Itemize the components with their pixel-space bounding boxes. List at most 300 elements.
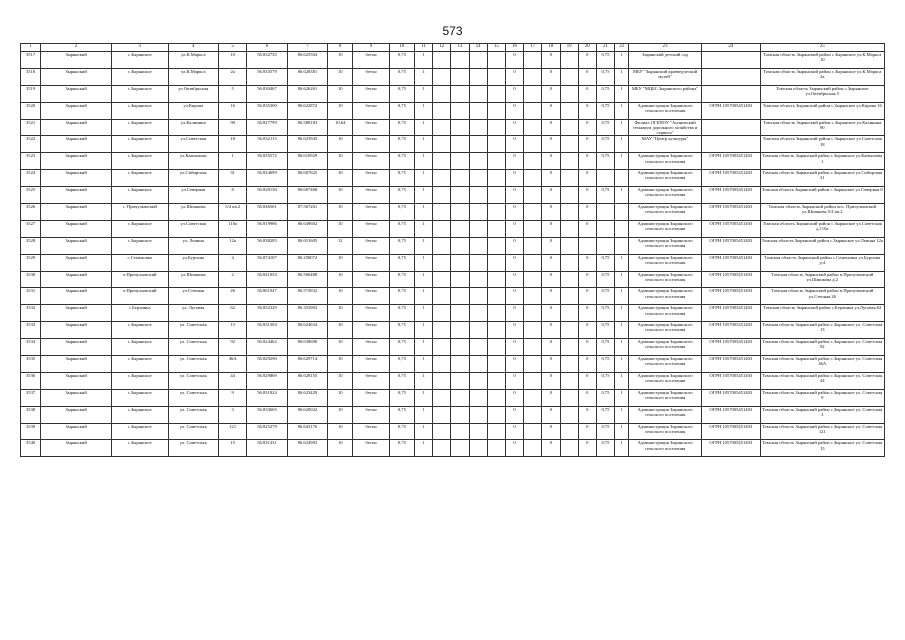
column-header: 20 [578, 44, 596, 52]
table-cell: ул.Камышова [168, 153, 219, 170]
table-cell: 56.829290 [247, 356, 287, 373]
table-cell [524, 339, 542, 356]
table-cell: 1 [415, 153, 433, 170]
table-cell [487, 52, 505, 69]
table-cell: с.Зырянское [111, 322, 168, 339]
table-cell: 10 [328, 339, 353, 356]
table-cell: 10 [328, 68, 353, 85]
table-cell [469, 153, 487, 170]
table-cell: 0 [505, 356, 523, 373]
table-cell: ул. Советская [168, 389, 219, 406]
table-cell [487, 187, 505, 204]
table-cell [560, 356, 578, 373]
table-cell: Администрация Зырянского сельского поселения [629, 305, 702, 322]
table-cell: с.Зырянское [111, 187, 168, 204]
table-cell: 1 [415, 389, 433, 406]
table-cell: Томская область Зырянский район с.Зырянское ул. Советская 46А [760, 356, 884, 373]
table-cell [469, 170, 487, 187]
table-cell: 0 [578, 204, 596, 221]
table-cell: 56.835572 [247, 153, 287, 170]
table-cell: ул.Советская [168, 136, 219, 153]
table-cell: 0,75 [389, 356, 414, 373]
table-cell [451, 288, 469, 305]
table-cell: бетон [353, 102, 389, 119]
table-cell: 0 [505, 187, 523, 204]
column-header: 25 [760, 44, 884, 52]
table-cell: 10 [328, 170, 353, 187]
table-cell: ул.Советская [168, 220, 219, 237]
table-cell: 1 [615, 153, 629, 170]
table-cell [469, 254, 487, 271]
table-cell: 1 [415, 406, 433, 423]
table-cell: бетон [353, 406, 389, 423]
table-cell [615, 204, 629, 221]
table-cell: 0,75 [596, 187, 614, 204]
table-cell [524, 271, 542, 288]
table-cell: с.Зырянское [111, 220, 168, 237]
table-cell: 8 [219, 187, 247, 204]
table-cell: Зырянский [41, 85, 112, 102]
table-cell [701, 52, 760, 69]
table-cell [451, 440, 469, 457]
table-cell: 0,75 [596, 372, 614, 389]
table-cell: 1 [415, 68, 433, 85]
table-cell: 3529 [21, 254, 41, 271]
table-cell: 0 [578, 389, 596, 406]
table-cell: 0,75 [596, 356, 614, 373]
table-cell: 56.831431 [247, 440, 287, 457]
table-cell: 10 [328, 136, 353, 153]
table-cell: ул.Шишкова [168, 204, 219, 221]
table-cell: ОГРН 1057005451403 [701, 372, 760, 389]
table-cell: 3 [219, 406, 247, 423]
table-cell: Администрация Зырянского сельского поселения [629, 271, 702, 288]
table-cell: 0,75 [389, 423, 414, 440]
table-cell: 0 [578, 170, 596, 187]
table-cell [524, 423, 542, 440]
table-cell: с.Берлинка [111, 305, 168, 322]
column-header: 24 [701, 44, 760, 52]
table-cell [560, 322, 578, 339]
table-cell: Зырянский [41, 339, 112, 356]
table-cell: 0,75 [389, 406, 414, 423]
table-cell: Зырянский [41, 254, 112, 271]
table-row [21, 85, 885, 102]
table-cell: 3539 [21, 423, 41, 440]
table-cell: 0 [505, 254, 523, 271]
table-cell: 0,75 [596, 102, 614, 119]
table-cell [524, 119, 542, 136]
table-cell: ОГРН 1057005451403 [701, 440, 760, 457]
table-cell: 0 [542, 237, 560, 254]
table-cell: Администрация Зырянского сельского поселения [629, 406, 702, 423]
table-cell: 56.832113 [247, 136, 287, 153]
table-cell: 110а [219, 220, 247, 237]
table-cell: с.Семеновка [111, 254, 168, 271]
table-row [21, 52, 885, 69]
table-cell: 0,75 [389, 187, 414, 204]
table-cell: 0,75 [596, 440, 614, 457]
table-cell: 1 [415, 322, 433, 339]
table-cell: 3521 [21, 119, 41, 136]
table-row [21, 322, 885, 339]
table-cell: ул. Советская [168, 339, 219, 356]
table-cell: 56.831304 [247, 322, 287, 339]
table-cell [469, 52, 487, 69]
table-cell: 0,75 [596, 153, 614, 170]
table-cell: Томская область Зырянский район с.Зырянское ул.Камышова 1 [760, 153, 884, 170]
table-row [21, 372, 885, 389]
table-cell: 0 [578, 52, 596, 69]
table-cell: 0,75 [596, 305, 614, 322]
table-cell: 15 [219, 440, 247, 457]
table-cell: 10 [328, 423, 353, 440]
table-cell [451, 406, 469, 423]
table-cell: Зырянский [41, 271, 112, 288]
table-cell [433, 406, 451, 423]
table-cell: 12 [328, 237, 353, 254]
column-header: 15 [487, 44, 505, 52]
table-cell [524, 372, 542, 389]
table-cell: ул.Бурсина [168, 254, 219, 271]
table-cell: 86.620022 [287, 406, 327, 423]
table-row [21, 153, 885, 170]
table-cell: 86.649602 [287, 220, 327, 237]
table-cell: бетон [353, 68, 389, 85]
table-cell: бетон [353, 187, 389, 204]
table-row [21, 440, 885, 457]
table-cell: 86.651605 [287, 237, 327, 254]
table-cell: 86.607625 [287, 170, 327, 187]
table-cell: 90 [219, 119, 247, 136]
table-cell [524, 322, 542, 339]
table-cell: Зырянский [41, 423, 112, 440]
table-cell: ул. Советская [168, 406, 219, 423]
table-cell: 0 [505, 322, 523, 339]
page-number: 573 [442, 24, 463, 38]
table-cell [469, 102, 487, 119]
table-cell: ОГРН 1057005451403 [701, 339, 760, 356]
table-cell [469, 423, 487, 440]
table-cell: 3537 [21, 389, 41, 406]
table-cell: 0,75 [389, 339, 414, 356]
table-cell: ОГРН 1057005451403 [701, 305, 760, 322]
table-cell [596, 170, 614, 187]
table-cell [433, 440, 451, 457]
table-cell: 62 [219, 305, 247, 322]
table-cell [451, 254, 469, 271]
table-cell: с.Зырянское [111, 52, 168, 69]
table-cell: Томская область Зырянский район с.Зырянское ул. Советская 121 [760, 423, 884, 440]
table-cell: 0 [542, 389, 560, 406]
table-cell: Администрация Зырянского сельского поселения [629, 339, 702, 356]
table-cell [487, 288, 505, 305]
table-cell [433, 305, 451, 322]
table-cell: 1 [415, 254, 433, 271]
table-cell [469, 204, 487, 221]
table-cell [487, 136, 505, 153]
table-cell: ул.К.Маркса [168, 68, 219, 85]
table-cell [560, 406, 578, 423]
table-cell [433, 52, 451, 69]
table-cell: Томская область Зырянский район с.Зырянское ул. Советская 44 [760, 372, 884, 389]
table-cell: Томская область Зырянский район с.Зырянское ул. Советская 15 [760, 440, 884, 457]
table-cell: 3527 [21, 220, 41, 237]
table-cell: бетон [353, 356, 389, 373]
table-cell: ул.Шишкова [168, 271, 219, 288]
table-cell: ул.Северная [168, 187, 219, 204]
table-cell: 121 [219, 423, 247, 440]
table-cell: 56.841054 [247, 271, 287, 288]
table-cell: Зырянский [41, 322, 112, 339]
table-cell: 0 [578, 102, 596, 119]
table-cell: 0 [578, 322, 596, 339]
table-cell: 1 [415, 102, 433, 119]
table-cell [560, 271, 578, 288]
table-cell [487, 153, 505, 170]
table-cell [433, 339, 451, 356]
table-cell: 0 [578, 288, 596, 305]
table-cell: 10 [328, 85, 353, 102]
table-cell: 86.353903 [287, 305, 327, 322]
table-cell [487, 339, 505, 356]
table-row [21, 406, 885, 423]
table-cell: бетон [353, 136, 389, 153]
table-cell: ул. Советская [168, 372, 219, 389]
table-cell: 0,75 [389, 220, 414, 237]
table-row [21, 136, 885, 153]
table-cell: 1 [615, 102, 629, 119]
table-cell: 0 [578, 372, 596, 389]
table-cell: ОГРН 1057005451403 [701, 389, 760, 406]
table-cell [560, 136, 578, 153]
table-cell: 3535 [21, 356, 41, 373]
table-cell [433, 85, 451, 102]
table-cell [487, 237, 505, 254]
table-cell: 1 [615, 187, 629, 204]
table-cell: Томская область Зырянский район с.Зырянское ул.Сибирская 31 [760, 170, 884, 187]
table-cell [433, 254, 451, 271]
table-cell: ОГРН 1057005451403 [701, 153, 760, 170]
table-cell [451, 220, 469, 237]
table-cell: 0 [578, 406, 596, 423]
table-cell: 0 [505, 440, 523, 457]
table-cell: 0,75 [596, 254, 614, 271]
table-cell [469, 389, 487, 406]
table-cell: Администрация Зырянского сельского поселения [629, 220, 702, 237]
table-cell: 10 [328, 288, 353, 305]
table-cell: 56.819986 [247, 220, 287, 237]
table-cell: ОГРН 1057005451403 [701, 322, 760, 339]
table-cell: 1 [415, 440, 433, 457]
table-cell [560, 423, 578, 440]
table-cell: 46А [219, 356, 247, 373]
table-cell: с.Зырянское [111, 389, 168, 406]
table-cell: 0 [578, 153, 596, 170]
table-cell: 86.638690 [287, 339, 327, 356]
table-cell: Зырянский [41, 52, 112, 69]
column-header: 7 [287, 44, 327, 52]
table-cell: 12а [219, 237, 247, 254]
table-cell: Администрация Зырянского сельского поселения [629, 322, 702, 339]
table-cell [433, 389, 451, 406]
table-cell: с. Причулымский [111, 204, 168, 221]
table-cell: 3520 [21, 102, 41, 119]
table-cell [701, 68, 760, 85]
table-cell: 0,75 [596, 322, 614, 339]
table-cell [615, 170, 629, 187]
table-cell: бетон [353, 271, 389, 288]
table-cell: ОГРН 1057005451403 [701, 170, 760, 187]
table-cell [433, 271, 451, 288]
table-cell [524, 237, 542, 254]
table-cell: 3534 [21, 339, 41, 356]
table-cell [451, 237, 469, 254]
table-cell: Томская область Зырянский район с.Зырянское ул.Калинина 90 [760, 119, 884, 136]
table-cell [560, 119, 578, 136]
table-cell: 0 [542, 356, 560, 373]
table-cell: Зырянский [41, 119, 112, 136]
table-cell: 1 [615, 372, 629, 389]
table-cell [451, 322, 469, 339]
table-cell: 56.846561 [247, 204, 287, 221]
table-cell [433, 119, 451, 136]
table-cell: 0 [542, 68, 560, 85]
table-cell: 1 [615, 85, 629, 102]
table-cell [560, 52, 578, 69]
table-row [21, 356, 885, 373]
table-cell [560, 68, 578, 85]
table-cell: 10 [328, 356, 353, 373]
table-cell: с.Зырянское [111, 423, 168, 440]
table-cell: 56.828130 [247, 187, 287, 204]
table-cell: бетон [353, 305, 389, 322]
table-cell: 0,75 [596, 68, 614, 85]
table-cell: ОГРН 1057005451403 [701, 356, 760, 373]
table-cell: Томская область Зырянский район с.Зырянское ул.Советская д.110а [760, 220, 884, 237]
table-cell [433, 68, 451, 85]
table-row [21, 102, 885, 119]
table-cell: 1 [415, 288, 433, 305]
table-cell: 0 [505, 204, 523, 221]
table-cell: бетон [353, 372, 389, 389]
table-cell: Зырянский [41, 170, 112, 187]
table-cell: 0 [505, 423, 523, 440]
table-cell [469, 85, 487, 102]
table-cell: 0 [505, 52, 523, 69]
table-cell: ОГРН 1057005451403 [701, 102, 760, 119]
table-cell: бетон [353, 170, 389, 187]
table-cell: Томская область Зырянский район с.Зырянское ул.К.Маркса 10 [760, 52, 884, 69]
table-cell [578, 237, 596, 254]
column-header: 12 [433, 44, 451, 52]
table-cell: бетон [353, 322, 389, 339]
table-cell [469, 288, 487, 305]
table-cell: 10 [328, 187, 353, 204]
table-cell: 86.629714 [287, 356, 327, 373]
table-cell: ул.Октябрьская [168, 85, 219, 102]
table-cell: 1 [415, 237, 433, 254]
table-cell: 0,75 [596, 406, 614, 423]
table-cell [560, 389, 578, 406]
table-cell: Томская область Зырянский район с.Зырянское ул.К.Маркса 2а [760, 68, 884, 85]
table-cell: 44 [219, 372, 247, 389]
table-cell: 0,75 [389, 52, 414, 69]
table-cell: ул.К.Маркса [168, 52, 219, 69]
table-cell: 0 [578, 423, 596, 440]
table-cell: 2 [219, 271, 247, 288]
table-cell: 56.833579 [247, 68, 287, 85]
table-cell: 10 [328, 153, 353, 170]
table-cell: ул. Советская [168, 423, 219, 440]
table-cell: 0,75 [389, 170, 414, 187]
table-cell [487, 356, 505, 373]
table-cell: 10 [328, 254, 353, 271]
table-cell: 3538 [21, 406, 41, 423]
table-cell: 86.628155 [287, 372, 327, 389]
table-cell [451, 68, 469, 85]
column-header: 8 [328, 44, 353, 52]
column-header: 5 [219, 44, 247, 52]
table-cell [560, 187, 578, 204]
table-cell: МАУ "Центр культуры" [629, 136, 702, 153]
table-cell [451, 389, 469, 406]
table-cell: бетон [353, 254, 389, 271]
table-cell: Томская область Зырянский район с.Зырянское ул.Ленина 12а [760, 237, 884, 254]
table-cell [451, 187, 469, 204]
table-cell: бетон [353, 119, 389, 136]
table-cell: 0,75 [389, 136, 414, 153]
table-cell: 0 [505, 68, 523, 85]
table-cell: 0 [542, 305, 560, 322]
table-cell: Томская область Зырянский район пос. Причулымский ул.Шишкова 5/4 кв.2 [760, 204, 884, 221]
table-cell [560, 102, 578, 119]
table-cell: с.Зырянское [111, 356, 168, 373]
table-cell: 0 [542, 254, 560, 271]
column-header: 21 [596, 44, 614, 52]
table-cell: 0 [505, 389, 523, 406]
table-cell: 3525 [21, 187, 41, 204]
table-cell: 87.567261 [287, 204, 327, 221]
column-header: 14 [469, 44, 487, 52]
table-cell [524, 220, 542, 237]
table-cell: Зырянский [41, 68, 112, 85]
column-header: 18 [542, 44, 560, 52]
table-cell: 1 [615, 356, 629, 373]
table-cell: ул.Калинина [168, 119, 219, 136]
table-cell: 56.861947 [247, 288, 287, 305]
table-cell [560, 204, 578, 221]
table-row [21, 204, 885, 221]
table-cell: Администрация Зырянского сельского поселения [629, 356, 702, 373]
table-cell: с.Зырянское [111, 170, 168, 187]
column-header: 16 [505, 44, 523, 52]
table-cell: 10 [328, 220, 353, 237]
table-cell: Зырянский [41, 204, 112, 221]
table-cell: с.Зырянское [111, 85, 168, 102]
table-cell: 3522 [21, 136, 41, 153]
table-cell [433, 153, 451, 170]
table-cell: 0 [542, 322, 560, 339]
table-cell [451, 119, 469, 136]
table-cell [560, 85, 578, 102]
column-header: 23 [629, 44, 702, 52]
table-cell: 56.835300 [247, 102, 287, 119]
table-cell: Томская область Зырянский район с.Семеновка ул.Бурсина д.4 [760, 254, 884, 271]
table-cell: 1 [615, 288, 629, 305]
table-cell: 1 [415, 220, 433, 237]
table-cell: 0,75 [389, 204, 414, 221]
